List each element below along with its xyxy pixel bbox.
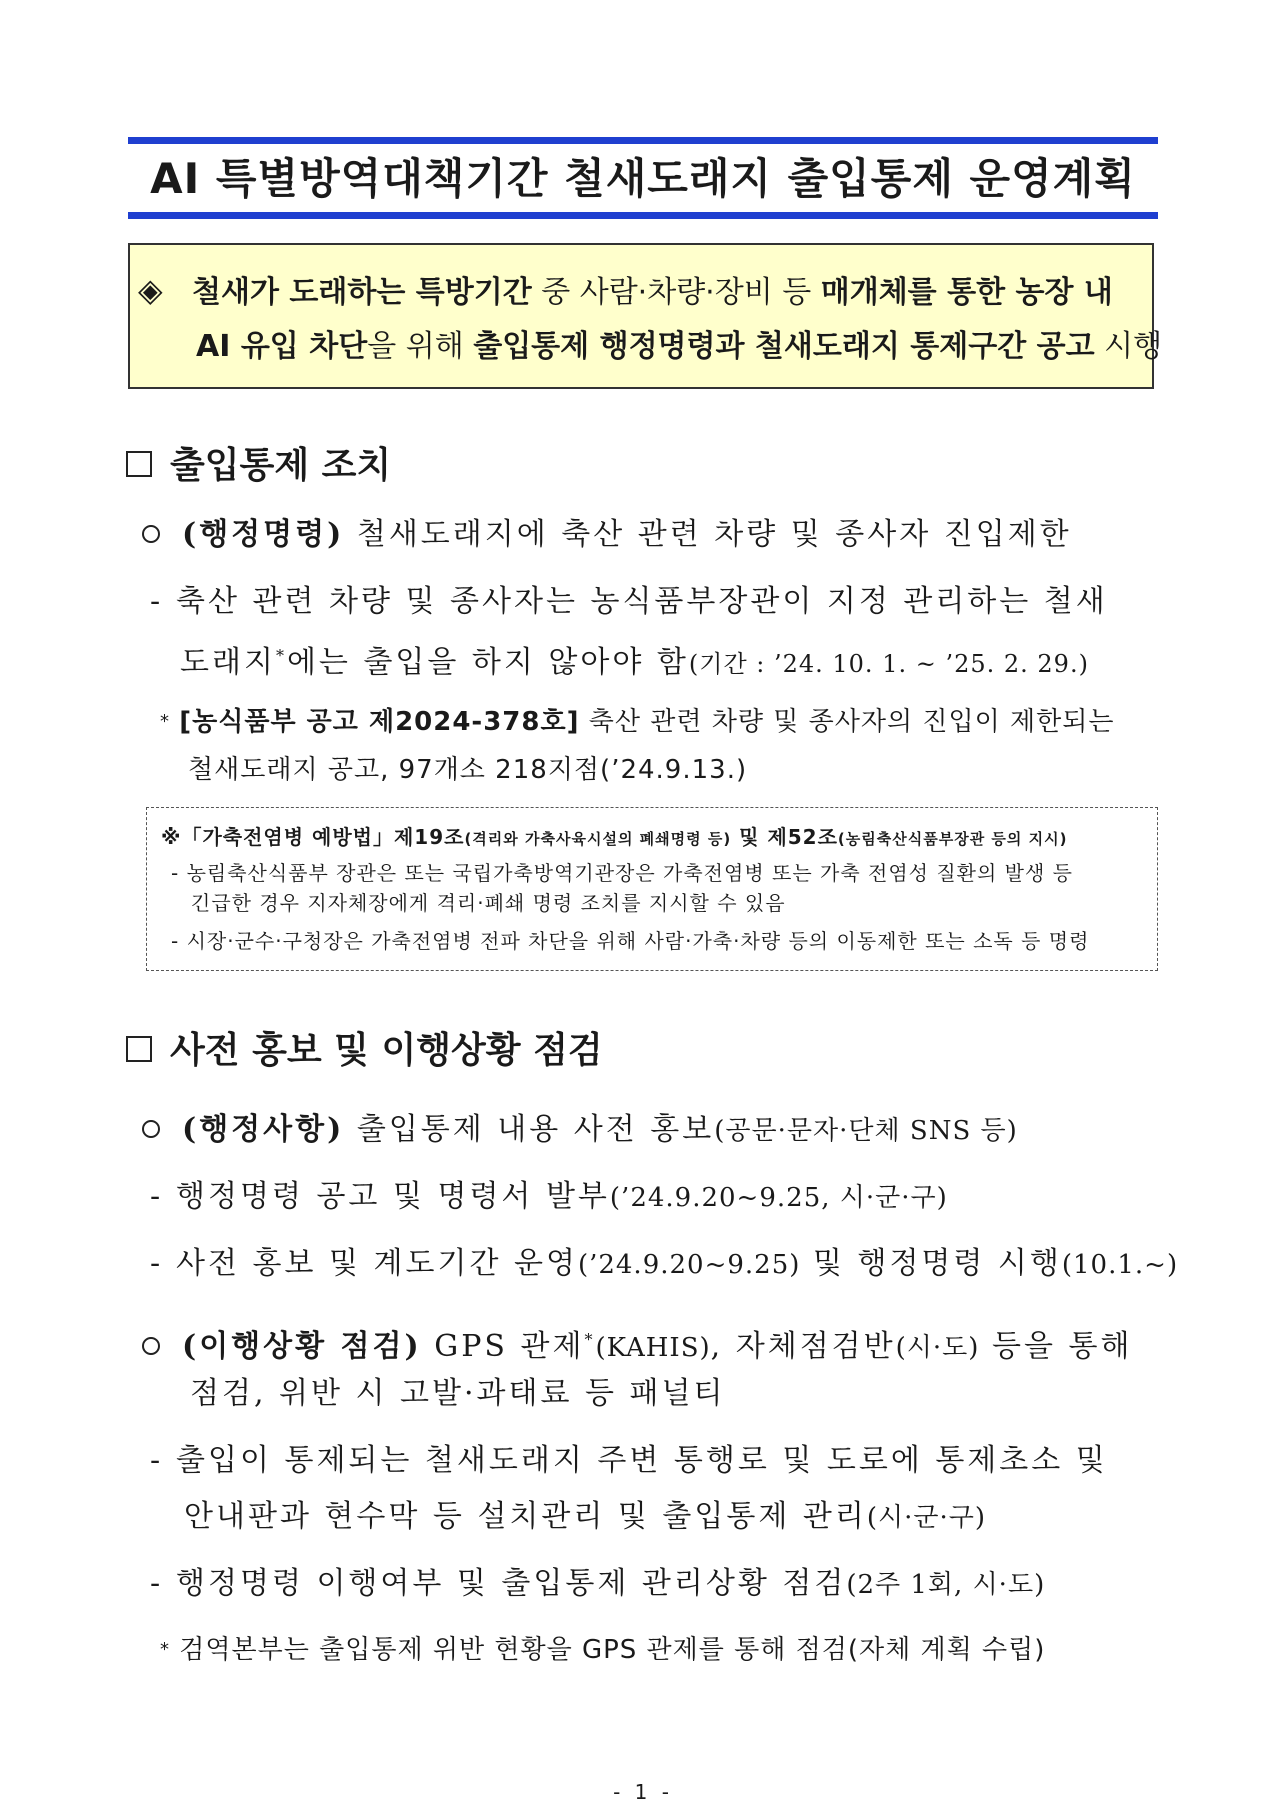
dash-text: 도래지 [180, 645, 276, 680]
law-reference-line: 긴급한 경우 지자체장에게 격리·폐쇄 명령 조치를 지시할 수 있음 [191, 891, 786, 915]
circle-bullet-icon [142, 1337, 160, 1355]
dash-item-continued [184, 1497, 986, 1538]
title-bottom-rule [128, 212, 1158, 219]
circle-bullet-icon [142, 1120, 160, 1138]
item-paren: (공문·문자·단체 SNS 등) [714, 1116, 1018, 1146]
summary-emphasis: 철새가 도래하는 특방기간 [192, 275, 532, 310]
summary-emphasis: 매개체를 통한 농장 내 [820, 275, 1113, 310]
law-name: 「가축전염병 예방법」제19조 [181, 825, 465, 849]
dash-item: - 사전 홍보 및 계도기간 운영(’24.9.20~9.25) 및 행정명령 시행(10.1.~) [150, 1246, 1179, 1281]
dash-text: 사전 홍보 및 계도기간 운영 [176, 1246, 578, 1281]
dash-paren: (시·군·구) [866, 1503, 987, 1533]
law-reference-line: - 시장·군수·구청장은 가축전염병 전파 차단을 위해 사람·가축·차량 등의 이동제한 또는 소독 등 명령 [171, 929, 1090, 953]
item-tag: (이행상황 점검) [182, 1329, 422, 1364]
diamond-bullet-icon: ◈ [138, 271, 163, 309]
document-title: AI 특별방역대책기간 철새도래지 출입통제 운영계획 [150, 154, 1136, 203]
dash-paren: (10.1.~) [1061, 1250, 1179, 1280]
footnote-mark: * [160, 711, 170, 732]
item-text: 출입통제 내용 사전 홍보 [344, 1112, 715, 1147]
footnote-mark: * [275, 646, 287, 665]
item-text: 등을 통해 [979, 1329, 1133, 1364]
reference-mark: ※ [161, 825, 182, 849]
dash-text: 안내판과 현수막 등 설치관리 및 출입통제 관리 [184, 1499, 867, 1534]
dash-paren: (’24.9.20~9.25, 시·군·구) [609, 1183, 948, 1213]
title-top-rule [128, 137, 1158, 144]
law-conjunction: 및 [731, 825, 768, 849]
law-subtitle: (농림축산식품부장관 등의 지시) [837, 830, 1068, 848]
circle-bullet-icon [142, 525, 160, 543]
dash-item: - 출입이 통제되는 철새도래지 주변 통행로 및 도로에 통제초소 및 [150, 1443, 1108, 1478]
law-reference-box [146, 807, 1158, 971]
dash-paren: (2주 1회, 시·도) [846, 1570, 1046, 1600]
law-subtitle: (격리와 가축사육시설의 폐쇄명령 등) [464, 830, 732, 848]
dash-item-continued [180, 636, 1089, 684]
dash-text: 출입이 통제되는 철새도래지 주변 통행로 및 도로에 통제초소 및 [176, 1443, 1108, 1478]
summary-line-2 [192, 327, 1163, 367]
admin-matter-item [142, 1110, 1018, 1151]
checkbox-square-icon [126, 451, 152, 477]
item-text: GPS 관제 [421, 1329, 585, 1364]
law-article: 제52조 [767, 825, 838, 849]
summary-emphasis: AI 유입 차단 [196, 329, 368, 364]
law-reference-title [161, 822, 1067, 854]
item-text: , 자체점검반 [710, 1329, 896, 1364]
dash-text: 행정명령 공고 및 명령서 발부 [176, 1179, 610, 1214]
summary-line-1 [192, 273, 1138, 313]
item-tag: (행정명령) [182, 517, 345, 552]
checkbox-square-icon [126, 1036, 152, 1062]
section-heading-promotion-check [126, 1027, 603, 1075]
item-tag: (행정사항) [182, 1112, 345, 1147]
item-text: 철새도래지에 축산 관련 차량 및 종사자 진입제한 [344, 517, 1072, 552]
compliance-check-item-continued [190, 1374, 725, 1414]
footnote-mark: * [584, 1330, 596, 1349]
period-text: (기간 : ’24. 10. 1. ~ ’25. 2. 29.) [688, 650, 1089, 678]
summary-emphasis: 출입통제 행정명령과 철새도래지 통제구간 공고 [473, 329, 1095, 364]
compliance-check-item [142, 1320, 1132, 1368]
summary-text: 을 위해 [367, 329, 474, 364]
footnote-text: 축산 관련 차량 및 종사자의 진입이 제한되는 [579, 707, 1115, 737]
dash-text: 축산 관련 차량 및 종사자는 농식품부장관이 지정 관리하는 철새 [176, 584, 1108, 619]
footnote-text: 검역본부는 출입통제 위반 현황을 GPS 관제를 통해 점검(자체 계획 수립) [179, 1635, 1046, 1665]
dash-item: - 행정명령 공고 및 명령서 발부(’24.9.20~9.25, 시·군·구) [150, 1179, 948, 1214]
footnote-continued [188, 752, 747, 788]
footnote-text: 철새도래지 공고, 97개소 218지점(’24.9.13.) [188, 755, 748, 785]
footnote-mark: * [160, 1639, 170, 1660]
notice-reference: [농식품부 공고 제2024-378호] [179, 707, 580, 737]
section-heading-text: 출입통제 조치 [170, 445, 392, 486]
item-paren: (KAHIS) [595, 1333, 711, 1363]
item-paren: (시·도) [895, 1333, 980, 1363]
item-text: 점검, 위반 시 고발·과태료 등 패널티 [190, 1376, 726, 1411]
dash-text: 에는 출입을 하지 않아야 함 [286, 645, 689, 680]
dash-item: - 축산 관련 차량 및 종사자는 농식품부장관이 지정 관리하는 철새 [150, 584, 1108, 619]
summary-text: 시행 [1094, 329, 1163, 364]
dash-paren: (’24.9.20~9.25) [577, 1250, 801, 1280]
footnote [160, 1632, 1045, 1668]
summary-text: 중 사람·차량·장비 등 [531, 275, 821, 310]
dash-text: 행정명령 이행여부 및 출입통제 관리상황 점검 [176, 1566, 847, 1601]
section-heading-text: 사전 홍보 및 이행상황 점검 [170, 1030, 603, 1071]
dash-text: 및 행정명령 시행 [800, 1246, 1062, 1281]
summary-box [128, 243, 1163, 389]
admin-order-item [142, 515, 1072, 555]
page-number: - 1 - [613, 1780, 673, 1804]
footnote [160, 704, 1114, 740]
dash-item: - 행정명령 이행여부 및 출입통제 관리상황 점검(2주 1회, 시·도) [150, 1566, 1046, 1601]
section-heading-access-control [126, 442, 391, 490]
law-reference-line: - 농림축산식품부 장관은 또는 국립가축방역기관장은 가축전염병 또는 가축 전염성 질환의 발생 등 [171, 861, 1073, 885]
